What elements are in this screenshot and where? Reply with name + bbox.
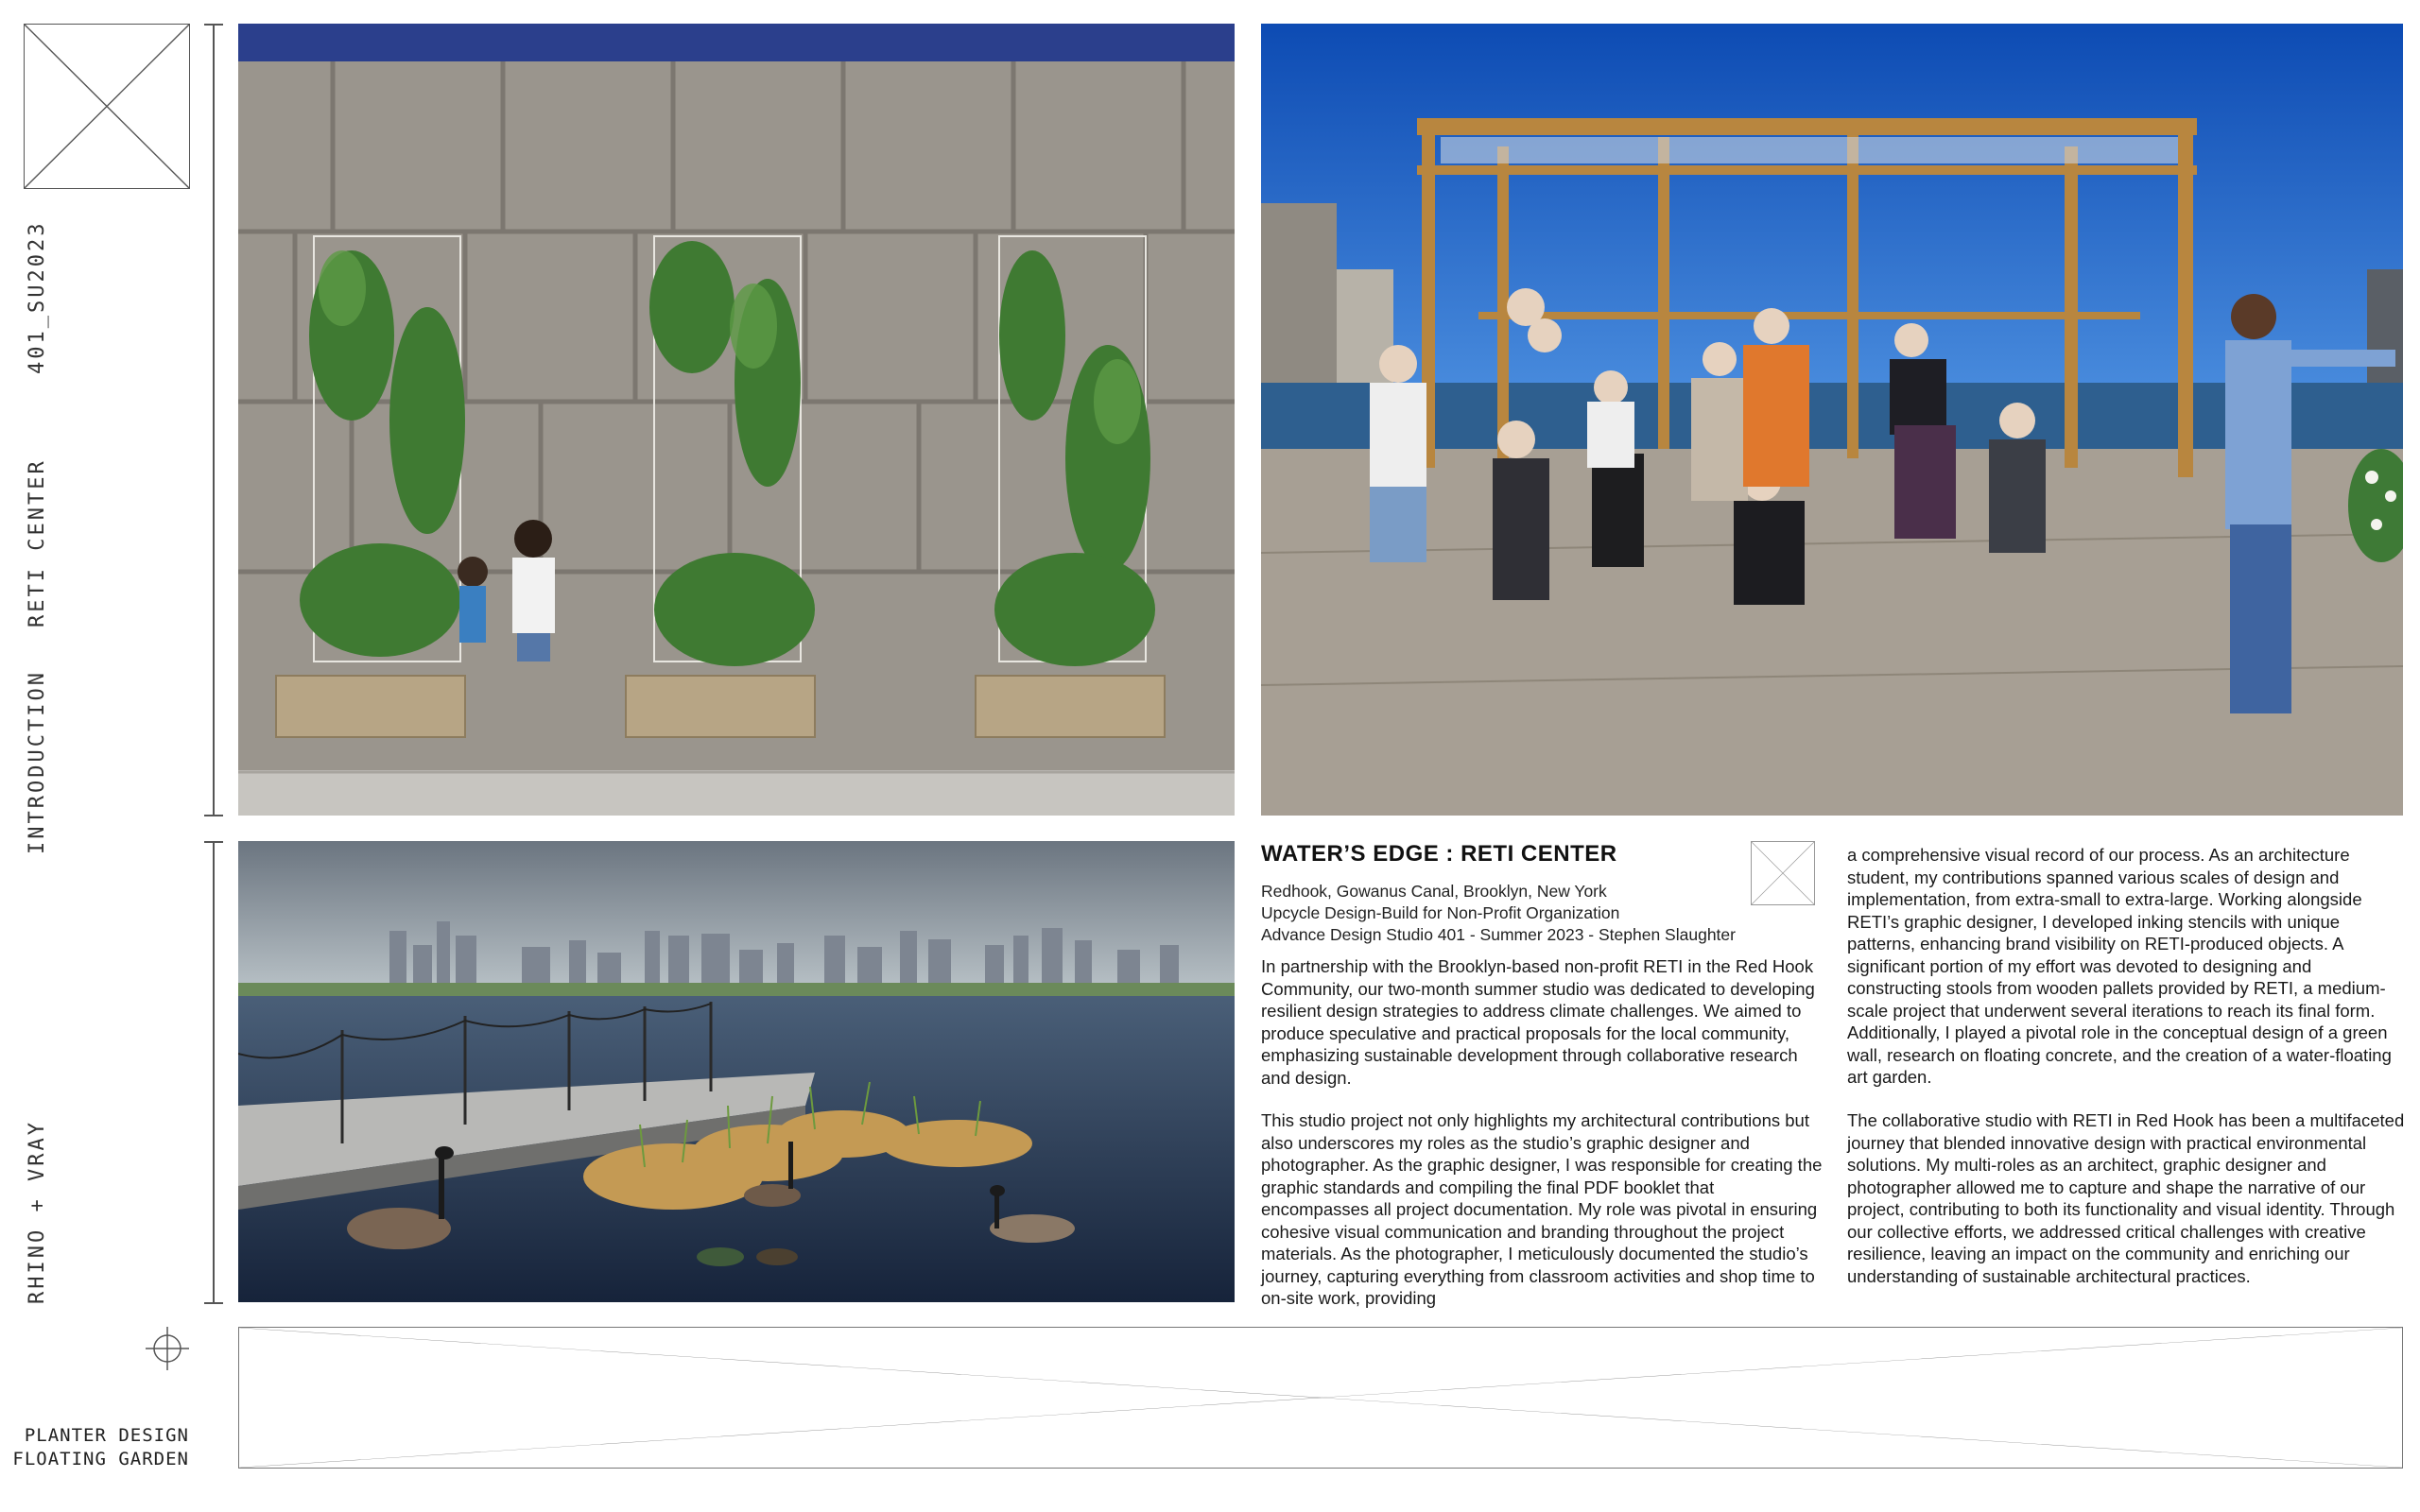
rail-line-lower <box>213 841 215 1302</box>
course-code-label: 401_SU2023 <box>26 220 49 374</box>
team-pavilion-photo <box>1261 24 2403 816</box>
bottom-label-line1: PLANTER DESIGN <box>24 1425 189 1446</box>
logo-placeholder <box>24 24 190 189</box>
project-title: WATER’S EDGE : RETI CENTER <box>1261 841 1617 867</box>
project-studio: Advance Design Studio 401 - Summer 2023 - Stephen Slaughter <box>1261 925 1736 944</box>
crosshair-icon <box>144 1325 191 1372</box>
project-meta <box>1261 881 1809 946</box>
project-location: Redhook, Gowanus Canal, Brooklyn, New York <box>1261 882 1607 901</box>
paragraph-3: a comprehensive visual record of our process. As an architecture student, my contributions spanned various scales of design and implementation, from extra-small to extra-large. Working alongside RETI’s graphic designer, I developed inking stencils with unique patterns, enhancing brand visibility on RETI-produced objects. A significant portion of my effort was devoted to designing and constructing stools from wooden pallets provided by RETI, a medium-scale project that underwent several iterations to reach its final form. Additionally, I played a pivotal role in the conceptual design of a green wall, research on floating concrete, and the creation of a water-floating art garden. <box>1847 845 2392 1087</box>
floating-garden-image <box>238 841 1235 1302</box>
project-type: Upcycle Design-Build for Non-Profit Organization <box>1261 903 1620 922</box>
section-intro-label: INTRODUCTION <box>26 670 49 854</box>
rail-tick-mid1 <box>204 815 223 816</box>
paragraph-1: In partnership with the Brooklyn-based non-profit RETI in the Red Hook Community, our two-month summer studio was dedicated to developing resilient design strategies to address climate challenges. We aimed to produce speculative and practical proposals for the local community, emphasizing sustainable development through collaborative research and design. <box>1261 956 1815 1088</box>
section-reti-label: RETI CENTER <box>26 458 49 627</box>
rail-tick-bottom <box>204 1302 223 1304</box>
planter-wall-image <box>238 24 1235 816</box>
paragraph-2: This studio project not only highlights my architectural contributions but also underscores my roles as the studio’s graphic designer and photographer. As the graphic designer, I was responsible for creating the graphic standards and compiling the final PDF booklet that encompasses all project documentation. My role was pivotal in ensuring cohesive visual communication and branding throughout the project materials. As the photographer, I meticulously documented the studio’s journey, capturing everything from classroom activities and shop time to on-site work, providing <box>1261 1110 1823 1308</box>
paragraph-4: The collaborative studio with RETI in Red Hook has been a multifaceted journey that blended innovative design with practical environmental solutions. My multi-roles as an architect, graphic designer and photographer allowed me to capture and shape the narrative of our project, contributing to both its functionality and visual identity. Through our collective efforts, we addressed critical challenges with creative resilience, leaving an impact on the community and enriching our understanding of sustainable architectural practices. <box>1847 1110 2405 1286</box>
banner-placeholder <box>238 1327 2403 1469</box>
software-label: RHINO + VRAY <box>26 1120 49 1304</box>
rail-line-upper <box>213 24 215 816</box>
bottom-label-line2: FLOATING GARDEN <box>12 1449 189 1469</box>
